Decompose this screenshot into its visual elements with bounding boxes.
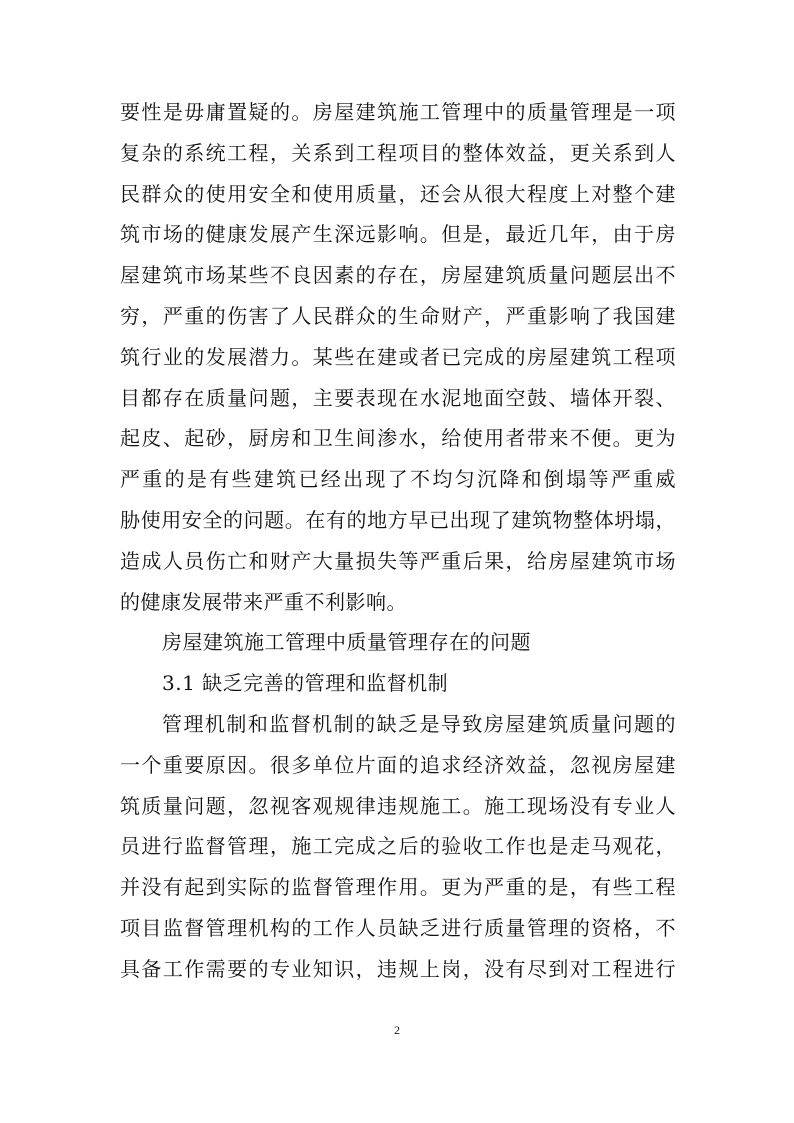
paragraph-supervision-mechanism [120, 704, 676, 990]
text-line: 项目监督管理机构的工作人员缺乏进行质量管理的资格，不 [120, 915, 676, 940]
text-line: 起皮、起砂，厨房和卫生间渗水，给使用者带来不便。更为 [120, 426, 676, 451]
text-line: 一个重要原因。很多单位片面的追求经济效益，忽视房屋建 [120, 752, 676, 777]
text-line: 并没有起到实际的监督管理作用。更为严重的是，有些工程 [120, 875, 676, 900]
text-line: 的健康发展带来严重不利影响。 [120, 589, 407, 614]
text-line: 严重的是有些建筑已经出现了不均匀沉降和倒塌等严重威 [120, 467, 676, 492]
subsection-heading: 3.1 缺乏完善的管理和监督机制 [162, 671, 449, 696]
text-line: 穷，严重的伤害了人民群众的生命财产，严重影响了我国建 [120, 303, 676, 328]
text-line: 胁使用安全的问题。在有的地方早已出现了建筑物整体坍塌， [120, 507, 676, 532]
section-heading: 房屋建筑施工管理中质量管理存在的问题 [162, 630, 531, 655]
paragraph-quality-importance [120, 92, 676, 622]
text-line: 筑质量问题，忽视客观规律违规施工。施工现场没有专业人 [120, 793, 676, 818]
body-text [120, 92, 676, 990]
text-line: 筑行业的发展潜力。某些在建或者已完成的房屋建筑工程项 [120, 344, 676, 369]
text-line: 目都存在质量问题，主要表现在水泥地面空鼓、墙体开裂、 [120, 385, 676, 410]
text-line: 具备工作需要的专业知识，违规上岗，没有尽到对工程进行 [120, 956, 676, 981]
text-line: 管理机制和监督机制的缺乏是导致房屋建筑质量问题的 [162, 711, 676, 736]
text-line: 要性是毋庸置疑的。房屋建筑施工管理中的质量管理是一项 [120, 100, 676, 124]
text-line: 员进行监督管理，施工完成之后的验收工作也是走马观花， [120, 834, 676, 859]
text-line: 造成人员伤亡和财产大量损失等严重后果，给房屋建筑市场 [120, 548, 676, 573]
text-line: 复杂的系统工程，关系到工程项目的整体效益，更关系到人 [120, 140, 676, 165]
text-line: 屋建筑市场某些不良因素的存在，房屋建筑质量问题层出不 [120, 263, 676, 288]
page-number: 2 [394, 1023, 400, 1037]
text-line: 筑市场的健康发展产生深远影响。但是，最近几年，由于房 [120, 222, 676, 247]
text-line: 民群众的使用安全和使用质量，还会从很大程度上对整个建 [120, 181, 676, 206]
